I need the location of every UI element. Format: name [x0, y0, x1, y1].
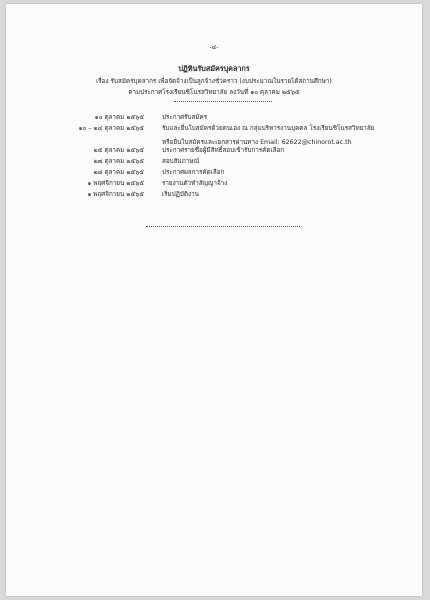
subtitle-announcement: ตามประกาศโรงเรียนชิโนรสวิทยาลัย ลงวันที่ ๑๐ ตุลาคม ๒๕๖๕: [128, 89, 300, 96]
document-page: [6, 4, 422, 596]
schedule-date: ๑๐ – ๒๔ ตุลาคม ๒๕๖๕: [78, 125, 144, 132]
schedule-description-line: ประกาศรายชื่อผู้มีสิทธิ์สอบเข้ารับการคัดเลือก: [162, 147, 285, 154]
title-divider: [174, 101, 272, 102]
schedule-row: [6, 189, 422, 200]
schedule-date: ๑๐ ตุลาคม ๒๕๖๕: [94, 114, 144, 121]
schedule-date: ๑ พฤศจิกายน ๒๕๖๕: [87, 191, 144, 198]
schedule-date: ๒๗ ตุลาคม ๒๕๖๕: [93, 158, 144, 165]
schedule-description: [162, 178, 227, 188]
schedule-description: [162, 145, 284, 155]
schedule-description-line: สอบสัมภาษณ์: [162, 158, 200, 165]
schedule-list: [6, 112, 422, 200]
schedule-description-line: หรือยื่นใบสมัครและเอกสารผ่านทาง Email: 62622@chinorot.ac.th: [162, 139, 352, 146]
schedule-row: [6, 156, 422, 167]
document-title: ปฏิทินรับสมัครบุคลากร: [178, 64, 250, 73]
schedule-row: [6, 167, 422, 178]
schedule-row: [6, 178, 422, 189]
schedule-description-line: รับและยื่นใบสมัครด้วยตนเอง ณ กลุ่มบริหารงานบุคคล โรงเรียนชิโนรสวิทยาลัย: [162, 125, 375, 132]
schedule-description-line: รายงานตัวทำสัญญาจ้าง: [162, 180, 228, 187]
page-number: -๔-: [209, 44, 219, 51]
schedule-description: [162, 189, 199, 199]
schedule-description: [162, 156, 199, 166]
end-divider: [146, 226, 300, 227]
schedule-row: [6, 145, 422, 156]
schedule-description-line: ประกาศรับสมัคร: [162, 114, 208, 121]
subtitle-subject: เรื่อง รับสมัครบุคลากร เพื่อจัดจ้างเป็นลูกจ้างชั่วคราว (งบประมาณในรายได้สถานศึกษา): [96, 78, 332, 85]
schedule-description: [162, 123, 374, 147]
schedule-date: ๑ พฤศจิกายน ๒๕๖๕: [87, 180, 144, 187]
schedule-description-line: เริ่มปฏิบัติงาน: [162, 191, 199, 198]
schedule-description-line: ประกาศผลการคัดเลือก: [162, 169, 225, 176]
schedule-date: ๒๘ ตุลาคม ๒๕๖๕: [93, 169, 144, 176]
schedule-description: [162, 167, 224, 177]
schedule-row: [6, 123, 422, 145]
schedule-description: [162, 112, 207, 122]
schedule-row: [6, 112, 422, 123]
schedule-date: ๒๕ ตุลาคม ๒๕๖๕: [93, 147, 144, 154]
